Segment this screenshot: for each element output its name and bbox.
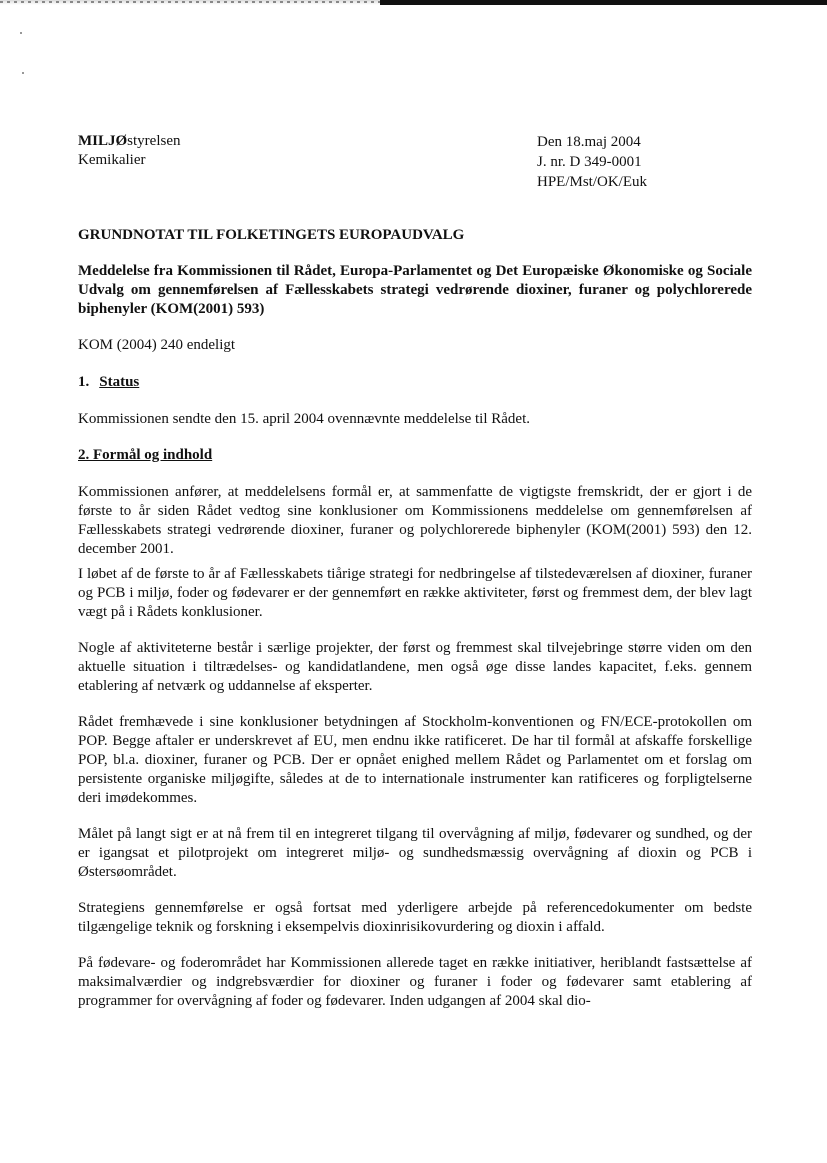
document-reference: KOM (2004) 240 endeligt bbox=[78, 337, 236, 353]
paragraph: Kommissionen anfører, at meddelelsens formål er, at sammenfatte de vigtigste fremskridt, der er gjort i de første to år siden Rådet vedtog sine konklusioner om Kommissionens meddelelse om gennemførelsen af Fællesskabets strategi vedrørende dioxiner, furaner og polychlorerede biphenyler (KOM(2001) 593) den 12. december 2001. bbox=[78, 484, 752, 557]
paragraph: På fødevare- og foderområdet har Kommissionen allerede taget en række initiativer, heriblandt fastsættelse af maksimalværdier og indgrebsværdier for dioxiner og furaner i foder og fødevarer samt etablering af programmer for overvågning af foder og fødevarer. Inden udgangen af 2004 skal dio- bbox=[78, 955, 752, 1009]
paragraph: Strategiens gennemførelse er også fortsat med yderligere arbejde på referencedokumenter om bedste tilgængelige teknik og forskning i eksempelvis dioxinrisikovurdering og dioxin i affald. bbox=[78, 900, 752, 935]
section-heading-status bbox=[78, 373, 752, 392]
agency-name bbox=[78, 132, 181, 151]
scan-edge-artifact bbox=[0, 1, 380, 3]
scan-edge-bar bbox=[380, 0, 827, 5]
paragraph: Målet på langt sigt er at nå frem til en integreret tilgang til overvågning af miljø, fødevarer og sundhed, og der er igangsat et pilotprojekt om integreret miljø- og sundhedsmæssig overvågning af dioxin og PCB i Østersøområdet. bbox=[78, 826, 752, 880]
document-body bbox=[78, 226, 752, 1028]
scan-speck bbox=[22, 72, 24, 74]
author-initials: HPE/Mst/OK/Euk bbox=[537, 174, 648, 190]
section-title: 2. Formål og indhold bbox=[78, 447, 213, 463]
paragraph: I løbet af de første to år af Fællesskabets tiårige strategi for nedbringelse af tilstedeværelsen af dioxiner, furaner og PCB i miljø, foder og fødevarer er der gennemført en række aktiviteter, først og fremmest dem, der blev lagt vægt på i Rådets konklusioner. bbox=[78, 566, 752, 620]
paragraph: Nogle af aktiviteterne består i særlige projekter, der først og fremmest skal tilvejebringe større viden om den aktuelle situation i tiltrædelses- og kandidatlandene, men også øge disse landes kapacitet, f.eks. gennem etablering af netværk og uddannelse af eksperter. bbox=[78, 640, 752, 694]
section-title: Status bbox=[99, 374, 140, 390]
document-title: GRUNDNOTAT TIL FOLKETINGETS EUROPAUDVALG bbox=[78, 227, 465, 243]
agency-name-bold: MILJØ bbox=[78, 133, 128, 149]
agency-name-rest: styrelsen bbox=[127, 133, 181, 149]
section-number: 1. bbox=[78, 374, 90, 390]
journal-number: J. nr. D 349-0001 bbox=[537, 154, 642, 170]
status-paragraph: Kommissionen sendte den 15. april 2004 ovennævnte meddelelse til Rådet. bbox=[78, 411, 530, 427]
paragraph: Rådet fremhævede i sine konklusioner betydningen af Stockholm-konventionen og FN/ECE-protokollen om POP. Begge aftaler er underskrevet af EU, men endnu ikke ratificeret. De har til formål at afskaffe forskellige POP, bl.a. dioxiner, furaner og PCB. Der er opnået enighed mellem Rådet og Parlamentet om et forslag om persistente organiske miljøgifte, således at de to internationale instrumenter kan ratificeres og forpligtelserne deri imødekommes. bbox=[78, 714, 752, 806]
letterhead-sender bbox=[78, 132, 181, 170]
scan-speck bbox=[20, 32, 22, 34]
department-name: Kemikalier bbox=[78, 152, 146, 168]
document-date: Den 18.maj 2004 bbox=[537, 134, 641, 150]
document-subject: Meddelelse fra Kommissionen til Rådet, Europa-Parlamentet og Det Europæiske Økonomiske og Sociale Udvalg om gennemførelsen af Fællesskabets strategi vedrørende dioxiner, furaner og polychlorerede biphenyler (KOM(2001) 593) bbox=[78, 263, 752, 317]
section-heading-purpose bbox=[78, 446, 752, 465]
letterhead-meta bbox=[537, 132, 647, 192]
